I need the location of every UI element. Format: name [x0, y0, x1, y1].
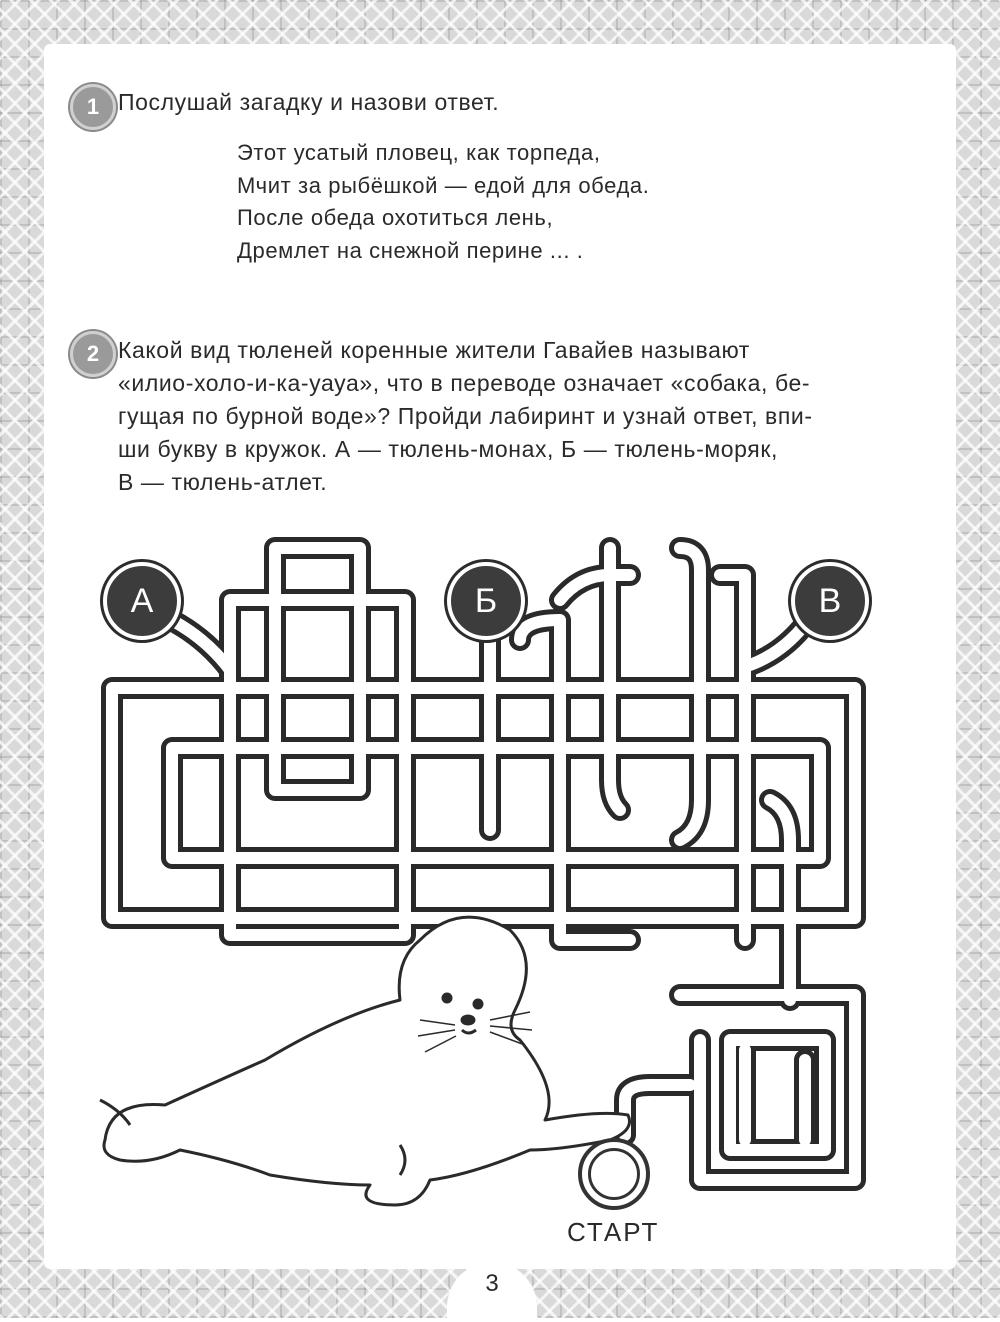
task-2-line-1: Какой вид тюленей коренные жители Гавайев называют [118, 337, 750, 363]
answer-circle[interactable] [578, 1138, 650, 1210]
task-2-line-2: «илио-холо-и-ка-уауа», что в переводе означает «собака, бе- [118, 370, 811, 396]
seal-illustration [100, 917, 630, 1205]
task-2-number: 2 [86, 341, 100, 366]
endpoint-v[interactable] [791, 562, 869, 640]
page-number: 3 [485, 1270, 499, 1297]
task-1-number: 1 [86, 94, 100, 119]
endpoint-v-label: В [818, 581, 842, 620]
task-2-line-4: ши букву в кружок. А — тюлень-монах, Б — тюлень-моряк, [118, 436, 778, 462]
endpoint-a-label: А [130, 581, 154, 620]
poem-line-3: После обеда охотиться лень, [237, 205, 554, 230]
task-1-instruction: Послушай загадку и назови ответ. [118, 89, 500, 115]
task-2-line-3: гущая по бурной воде»? Пройди лабиринт и узнай ответ, впи- [118, 403, 813, 429]
poem-line-1: Этот усатый пловец, как торпеда, [237, 140, 601, 165]
start-label: СТАРТ [567, 1217, 660, 1247]
poem-line-2: Мчит за рыбёшкой — едой для обеда. [237, 173, 650, 198]
endpoint-b[interactable] [447, 562, 525, 640]
task-2-line-5: В — тюлень-атлет. [118, 469, 328, 495]
poem-line-4: Дремлет на снежной перине ... . [237, 238, 584, 263]
page-number-tab [447, 1262, 537, 1322]
endpoint-b-label: Б [474, 581, 498, 620]
endpoint-a[interactable] [103, 562, 181, 640]
